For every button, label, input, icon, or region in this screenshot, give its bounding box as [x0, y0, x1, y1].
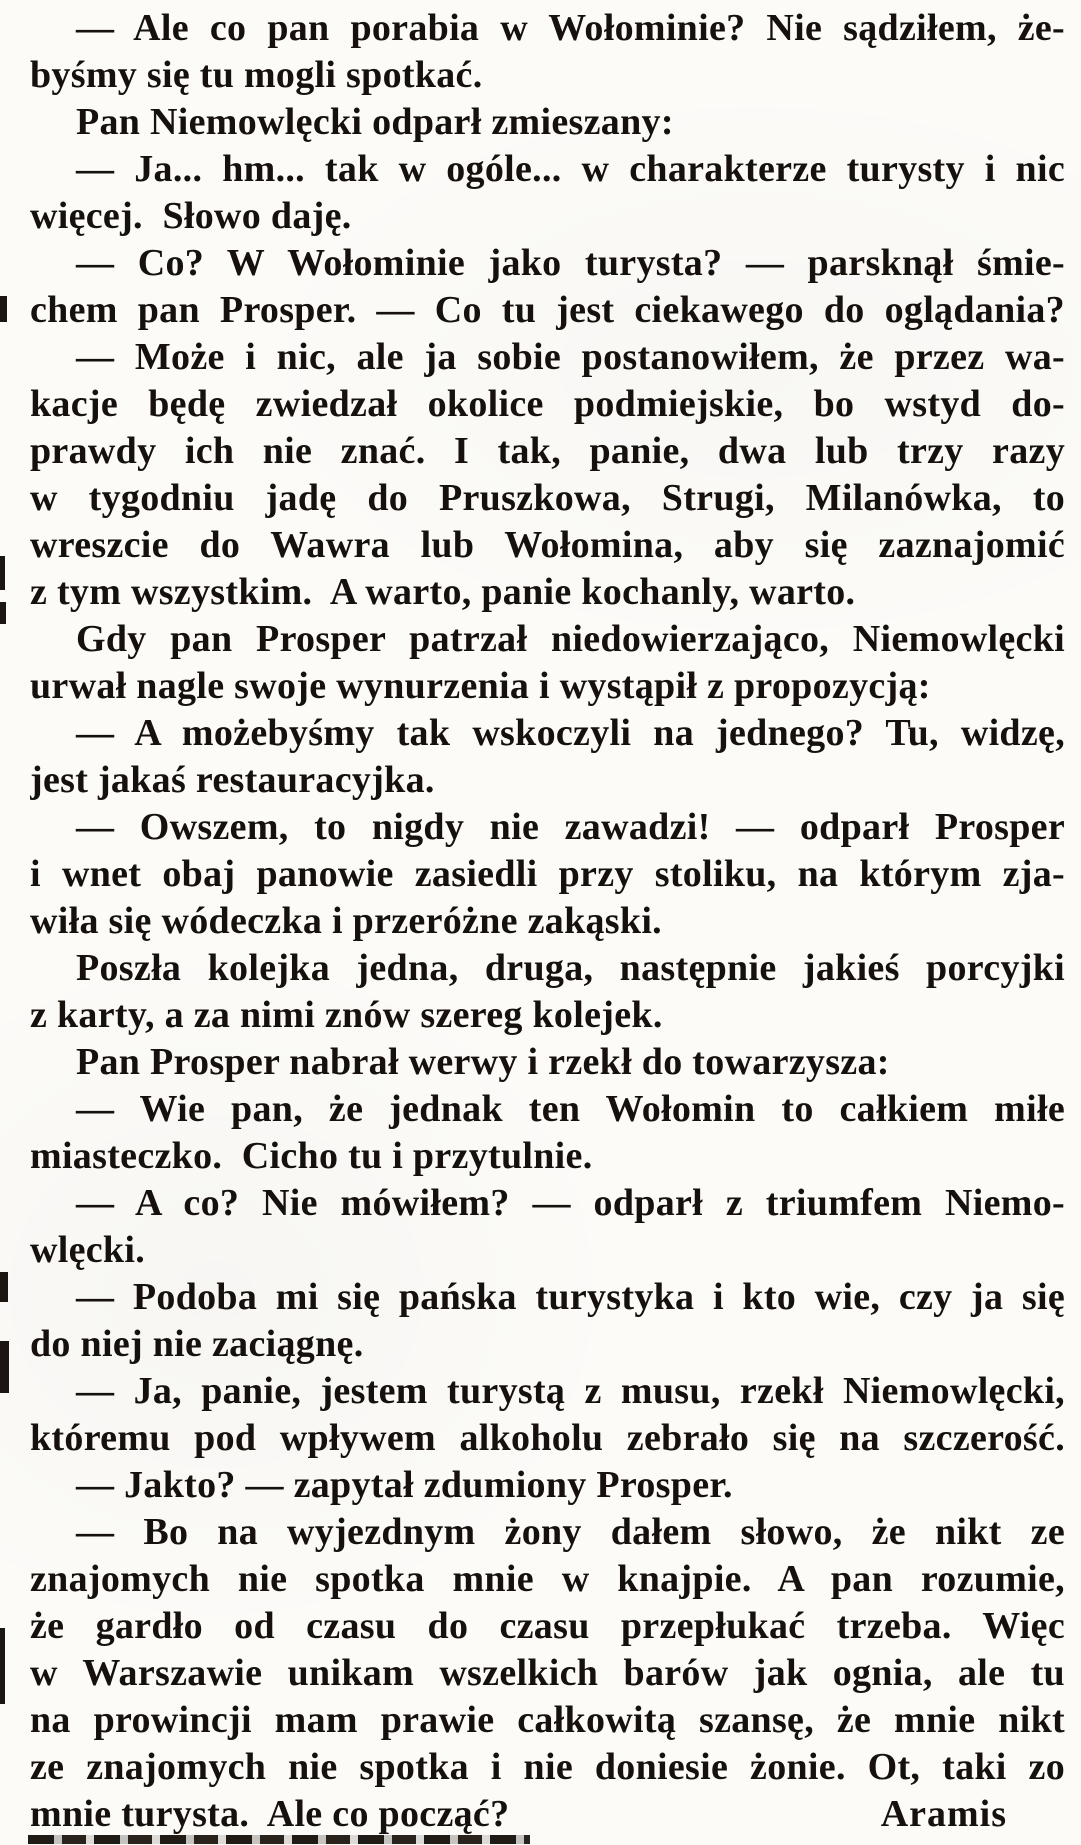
- text-line: — Co? W Wołominie jako turysta? — parsknął śmie-: [76, 242, 1065, 284]
- text-line: w tygodniu jadę do Pruszkowa, Strugi, Milanówka, to: [30, 477, 1065, 519]
- text-line: miasteczko. Cicho tu i przytulnie.: [30, 1135, 593, 1177]
- text-line: ze znajomych nie spotka i nie doniesie żonie. Ot, taki zo: [30, 1746, 1065, 1788]
- text-line: Gdy pan Prosper patrzał niedowierzająco, Niemowlęcki: [76, 618, 1065, 660]
- scan-artifact: [0, 556, 5, 590]
- text-line: chem pan Prosper. — Co tu jest ciekawego do oglądania?: [30, 289, 1065, 331]
- scan-artifact: [0, 1272, 8, 1302]
- text-line: Pan Prosper nabrał werwy i rzekł do towarzysza:: [76, 1041, 890, 1083]
- text-line: na prowincji mam prawie całkowitą szansę, że mnie nikt: [30, 1699, 1065, 1741]
- text-line: — Może i nic, ale ja sobie postanowiłem, że przez wa-: [76, 336, 1065, 378]
- closing-text: mnie turysta. Ale co począć?: [30, 1793, 510, 1835]
- text-line: — Podoba mi się pańska turystyka i kto wie, czy ja się: [76, 1276, 1065, 1318]
- text-line: prawdy ich nie znać. I tak, panie, dwa lub trzy razy: [30, 430, 1065, 472]
- text-line: — A co? Nie mówiłem? — odparł z triumfem Niemo-: [76, 1182, 1065, 1224]
- text-line: Pan Niemowlęcki odparł zmieszany:: [76, 101, 674, 143]
- text-line: do niej nie zaciągnę.: [30, 1323, 364, 1365]
- scan-artifact: [0, 602, 6, 624]
- text-line: w Warszawie unikam wszelkich barów jak ognia, ale tu: [30, 1652, 1065, 1694]
- text-line: — A możebyśmy tak wskoczyli na jednego? Tu, widzę,: [76, 712, 1065, 754]
- author-signature: Aramis: [880, 1793, 1007, 1835]
- text-line: wreszcie do Wawra lub Wołomina, aby się zaznajomić: [30, 524, 1065, 566]
- scan-artifact: [0, 296, 7, 322]
- text-line: więcej. Słowo daję.: [30, 195, 352, 237]
- text-line: Poszła kolejka jedna, druga, następnie jakieś porcyjki: [76, 947, 1065, 989]
- text-line: byśmy się tu mogli spotkać.: [30, 54, 483, 96]
- text-line: — Jakto? — zapytał zdumiony Prosper.: [76, 1464, 733, 1506]
- text-line: jest jakaś restauracyjka.: [30, 759, 435, 801]
- text-line: kacje będę zwiedzał okolice podmiejskie, bo wstyd do-: [30, 383, 1065, 425]
- scan-artifact-cutoff-line: [28, 1835, 530, 1844]
- text-line: że gardło od czasu do czasu przepłukać trzeba. Więc: [30, 1605, 1065, 1647]
- text-column: [30, 5, 1065, 1838]
- text-line: — Ja, panie, jestem turystą z musu, rzekł Niemowlęcki,: [76, 1370, 1065, 1412]
- scan-artifact: [0, 1341, 9, 1393]
- body-text: [30, 5, 1065, 1791]
- text-line: — Wie pan, że jednak ten Wołomin to całkiem miłe: [76, 1088, 1065, 1130]
- closing-line: [30, 1791, 1065, 1838]
- text-line: z karty, a za nimi znów szereg kolejek.: [30, 994, 663, 1036]
- text-line: znajomych nie spotka mnie w knajpie. A pan rozumie,: [30, 1558, 1065, 1600]
- text-line: i wnet obaj panowie zasiedli przy stoliku, na którym zja-: [30, 853, 1065, 895]
- text-line: urwał nagle swoje wynurzenia i wystąpił z propozycją:: [30, 665, 931, 707]
- text-line: — Bo na wyjezdnym żony dałem słowo, że nikt ze: [76, 1511, 1065, 1553]
- scan-artifact: [0, 1628, 5, 1704]
- text-line: wlęcki.: [30, 1229, 146, 1271]
- text-line: któremu pod wpływem alkoholu zebrało się na szczerość.: [30, 1417, 1065, 1459]
- text-line: — Owszem, to nigdy nie zawadzi! — odparł Prosper: [76, 806, 1065, 848]
- text-line: — Ale co pan porabia w Wołominie? Nie sądziłem, że-: [76, 7, 1065, 49]
- text-line: — Ja... hm... tak w ogóle... w charakterze turysty i nic: [76, 148, 1065, 190]
- text-line: wiła się wódeczka i przeróżne zakąski.: [30, 900, 662, 942]
- text-line: z tym wszystkim. A warto, panie kochanly, warto.: [30, 571, 856, 613]
